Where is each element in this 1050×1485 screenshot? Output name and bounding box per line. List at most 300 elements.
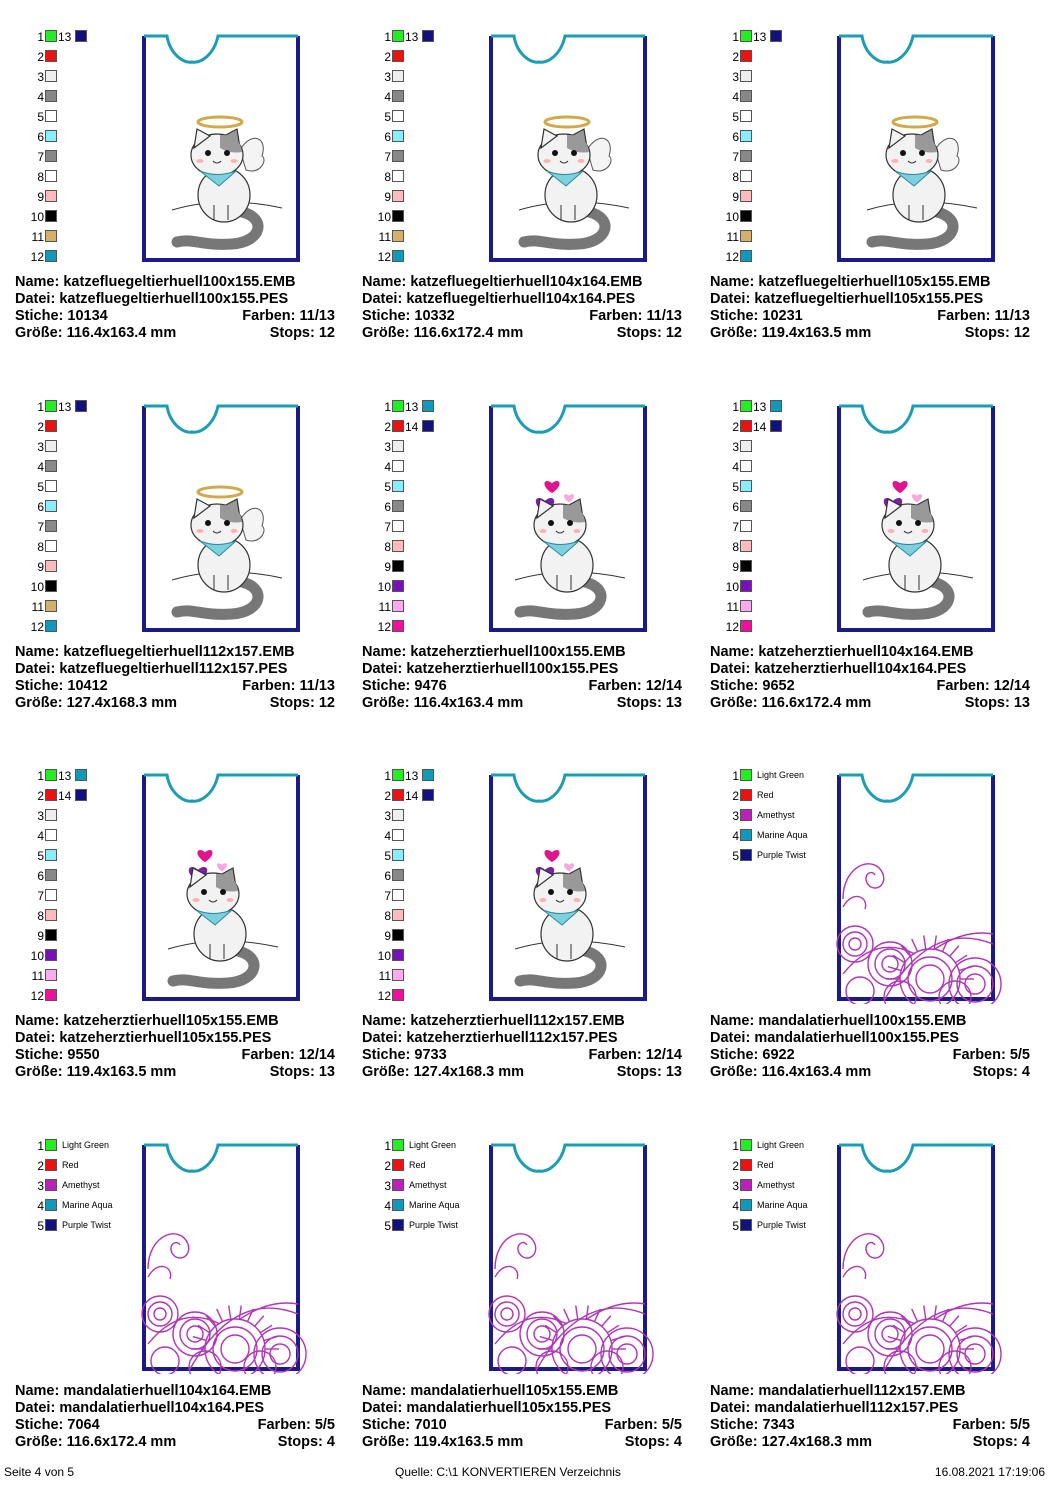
color-swatch	[45, 909, 57, 921]
color-index: 5	[384, 480, 391, 494]
pouch-design-preview	[140, 1139, 310, 1374]
color-index: 12	[30, 989, 44, 1003]
color-swatch	[770, 30, 782, 42]
palette-row	[19, 827, 139, 845]
design-info	[710, 1383, 1030, 1451]
palette-row	[366, 88, 486, 106]
color-index: 12	[30, 250, 44, 264]
color-index: 7	[384, 520, 391, 534]
color-swatch	[392, 769, 404, 781]
color-swatch	[392, 150, 404, 162]
palette-row	[19, 1197, 139, 1215]
color-name: Amethyst	[757, 1180, 795, 1190]
color-index: 6	[37, 130, 44, 144]
color-swatch	[392, 460, 404, 472]
design-info	[15, 1013, 335, 1081]
palette-row	[19, 947, 139, 965]
design-info	[710, 644, 1030, 712]
pouch-preview	[487, 769, 657, 1004]
design-file: Datei: katzefluegeltierhuell105x155.PES	[710, 291, 984, 307]
palette-row	[366, 598, 486, 616]
color-index: 14	[405, 420, 419, 434]
color-swatch	[45, 929, 57, 941]
color-index: 10	[725, 210, 739, 224]
color-swatch	[392, 849, 404, 861]
color-swatch	[740, 1179, 752, 1191]
color-index: 8	[732, 540, 739, 554]
palette-row	[19, 618, 139, 636]
palette-row	[366, 847, 486, 865]
color-index: 9	[37, 190, 44, 204]
color-index: 1	[384, 30, 391, 44]
design-name: Name: katzefluegeltierhuell100x155.EMB	[15, 274, 296, 290]
pouch-preview	[835, 769, 1005, 1004]
palette-row	[19, 148, 139, 166]
size-stops: Größe: 119.4x163.5 mm Stops: 13	[15, 1064, 335, 1080]
stitches-colors: Stiche: 10231 Farben: 11/13	[710, 308, 1030, 324]
palette-row	[714, 1217, 834, 1235]
cat-cheek	[227, 898, 234, 902]
palette-row	[366, 148, 486, 166]
palette-row	[366, 28, 486, 46]
design-card	[710, 30, 1040, 360]
color-name: Amethyst	[757, 810, 795, 820]
color-name: Marine Aqua	[409, 1200, 460, 1210]
color-index: 2	[37, 420, 44, 434]
source-path: Quelle: C:\1 KONVERTIEREN Verzeichnis	[395, 1465, 621, 1479]
design-name: Name: katzeherztierhuell104x164.EMB	[710, 644, 974, 660]
palette-row	[714, 807, 834, 825]
design-file: Datei: mandalatierhuell104x164.PES	[15, 1400, 265, 1416]
palette-row	[366, 1157, 486, 1175]
palette-row	[366, 1197, 486, 1215]
color-index: 2	[384, 789, 391, 803]
color-index: 8	[384, 909, 391, 923]
color-index: 5	[732, 1219, 739, 1233]
color-index: 5	[732, 849, 739, 863]
design-card	[710, 400, 1040, 730]
color-index: 11	[31, 600, 44, 614]
design-card	[362, 400, 692, 730]
color-swatch	[740, 1219, 752, 1231]
color-index: 3	[37, 70, 44, 84]
palette-row	[19, 807, 139, 825]
color-swatch	[45, 560, 57, 572]
size-stops: Größe: 116.4x163.4 mm Stops: 4	[710, 1064, 1030, 1080]
cat-eye-left	[896, 520, 902, 526]
color-index: 4	[37, 1199, 44, 1213]
palette-row	[714, 498, 834, 516]
color-swatch	[45, 210, 57, 222]
color-name: Light Green	[62, 1140, 110, 1150]
palette-row	[19, 498, 139, 516]
color-swatch	[45, 400, 57, 412]
color-swatch	[740, 829, 752, 841]
palette-row	[366, 108, 486, 126]
cat-eye-left	[552, 150, 558, 156]
palette-row	[714, 398, 834, 416]
color-index: 3	[37, 809, 44, 823]
color-index: 1	[37, 30, 44, 44]
color-swatch	[45, 250, 57, 262]
color-swatch	[392, 969, 404, 981]
color-index: 4	[732, 829, 739, 843]
color-swatch	[422, 420, 434, 432]
cat-eye-left	[548, 889, 554, 895]
palette-row	[714, 248, 834, 266]
color-swatch	[45, 50, 57, 62]
color-swatch	[45, 110, 57, 122]
color-swatch	[45, 1219, 57, 1231]
color-index: 4	[37, 829, 44, 843]
palette-row	[19, 248, 139, 266]
design-name: Name: mandalatierhuell112x157.EMB	[710, 1383, 966, 1399]
palette-row	[714, 578, 834, 596]
color-index: 5	[37, 480, 44, 494]
size-stops: Größe: 127.4x168.3 mm Stops: 12	[15, 695, 335, 711]
color-swatch	[740, 440, 752, 452]
design-card	[710, 1139, 1040, 1469]
color-index: 4	[732, 460, 739, 474]
stitches-colors: Stiche: 9476 Farben: 12/14	[362, 678, 682, 694]
palette-row	[19, 1137, 139, 1155]
palette-row	[19, 208, 139, 226]
color-swatch	[392, 929, 404, 941]
color-swatch	[740, 480, 752, 492]
color-swatch	[45, 150, 57, 162]
color-swatch	[45, 580, 57, 592]
color-index: 10	[377, 949, 391, 963]
pouch-design-preview	[140, 769, 310, 1004]
color-swatch	[75, 769, 87, 781]
pouch-preview	[487, 30, 657, 265]
color-swatch	[422, 400, 434, 412]
page-number: Seite 4 von 5	[4, 1465, 75, 1479]
pouch-design-preview	[140, 30, 310, 265]
size-stops: Größe: 127.4x168.3 mm Stops: 4	[710, 1434, 1030, 1450]
color-index: 9	[384, 190, 391, 204]
color-index: 6	[37, 869, 44, 883]
color-swatch	[740, 210, 752, 222]
design-file: Datei: mandalatierhuell112x157.PES	[710, 1400, 959, 1416]
color-index: 12	[377, 620, 391, 634]
color-index: 1	[384, 769, 391, 783]
color-swatch	[740, 460, 752, 472]
palette-row	[366, 927, 486, 945]
palette-row	[19, 478, 139, 496]
color-swatch	[75, 400, 87, 412]
color-index: 11	[378, 230, 391, 244]
color-index: 12	[725, 620, 739, 634]
color-index: 11	[31, 969, 44, 983]
palette-row	[19, 538, 139, 556]
palette-row	[19, 967, 139, 985]
color-index: 3	[37, 440, 44, 454]
color-swatch	[45, 70, 57, 82]
palette-row	[19, 787, 139, 805]
design-info	[15, 644, 335, 712]
palette-row	[366, 887, 486, 905]
color-swatch	[45, 230, 57, 242]
palette-row	[19, 458, 139, 476]
design-card	[362, 769, 692, 1099]
color-swatch	[392, 949, 404, 961]
color-index: 2	[384, 1159, 391, 1173]
design-name: Name: katzeherztierhuell112x157.EMB	[362, 1013, 625, 1029]
size-stops: Größe: 116.4x163.4 mm Stops: 13	[362, 695, 682, 711]
color-swatch	[740, 90, 752, 102]
palette-row	[19, 398, 139, 416]
color-index: 6	[384, 500, 391, 514]
color-index: 3	[384, 70, 391, 84]
palette-row	[714, 518, 834, 536]
color-index: 8	[732, 170, 739, 184]
color-swatch	[392, 440, 404, 452]
palette-row	[366, 418, 486, 436]
size-stops: Größe: 116.4x163.4 mm Stops: 12	[15, 325, 335, 341]
color-swatch	[45, 90, 57, 102]
cat-cheek	[574, 898, 581, 902]
color-swatch	[45, 420, 57, 432]
pouch-design-preview	[487, 1139, 657, 1374]
palette-row	[714, 1157, 834, 1175]
color-index: 7	[732, 150, 739, 164]
palette-row	[19, 418, 139, 436]
color-index: 2	[37, 50, 44, 64]
palette-row	[366, 967, 486, 985]
color-swatch	[392, 50, 404, 62]
color-swatch	[392, 30, 404, 42]
cat-eye-right	[567, 520, 573, 526]
palette-row	[366, 907, 486, 925]
color-swatch	[392, 110, 404, 122]
color-name: Amethyst	[62, 1180, 100, 1190]
palette-row	[366, 458, 486, 476]
design-card	[15, 30, 345, 360]
color-swatch	[392, 869, 404, 881]
color-index: 2	[732, 1159, 739, 1173]
palette-row	[366, 1137, 486, 1155]
palette-row	[714, 128, 834, 146]
palette-row	[366, 128, 486, 146]
color-index: 1	[37, 1139, 44, 1153]
pouch-preview	[140, 769, 310, 1004]
design-card	[15, 769, 345, 1099]
design-file: Datei: mandalatierhuell100x155.PES	[710, 1030, 960, 1046]
color-index: 2	[384, 50, 391, 64]
color-index: 5	[384, 1219, 391, 1233]
color-swatch	[45, 1139, 57, 1151]
color-swatch	[392, 560, 404, 572]
color-swatch	[45, 600, 57, 612]
cat-eye-right	[571, 150, 577, 156]
palette-row	[366, 248, 486, 266]
color-swatch	[45, 949, 57, 961]
pouch-design-preview	[487, 400, 657, 635]
color-index: 11	[378, 969, 391, 983]
color-index: 10	[377, 580, 391, 594]
palette-row	[19, 987, 139, 1005]
color-swatch	[740, 130, 752, 142]
color-index: 2	[732, 50, 739, 64]
cat-cheek	[193, 898, 200, 902]
color-name: Red	[409, 1160, 426, 1170]
color-swatch	[740, 789, 752, 801]
color-index: 4	[732, 90, 739, 104]
color-swatch	[392, 70, 404, 82]
color-index: 4	[37, 90, 44, 104]
color-swatch	[392, 170, 404, 182]
color-swatch	[45, 190, 57, 202]
color-swatch	[392, 480, 404, 492]
color-swatch	[45, 500, 57, 512]
color-swatch	[770, 420, 782, 432]
color-index: 6	[732, 130, 739, 144]
color-swatch	[392, 1199, 404, 1211]
palette-row	[366, 827, 486, 845]
palette-row	[366, 68, 486, 86]
design-file: Datei: katzeherztierhuell112x157.PES	[362, 1030, 618, 1046]
color-swatch	[45, 520, 57, 532]
color-swatch	[45, 170, 57, 182]
palette-row	[366, 478, 486, 496]
color-swatch	[392, 500, 404, 512]
color-swatch	[740, 110, 752, 122]
color-index: 10	[725, 580, 739, 594]
stitches-colors: Stiche: 10412 Farben: 11/13	[15, 678, 335, 694]
cat-cheek	[888, 529, 895, 533]
palette-row	[714, 827, 834, 845]
design-file: Datei: katzefluegeltierhuell104x164.PES	[362, 291, 636, 307]
design-card	[710, 769, 1040, 1099]
palette-row	[714, 598, 834, 616]
color-index: 9	[37, 929, 44, 943]
color-swatch	[392, 420, 404, 432]
palette-row	[366, 987, 486, 1005]
cat-cheek	[197, 159, 204, 163]
palette-row	[714, 148, 834, 166]
color-name: Marine Aqua	[757, 1200, 808, 1210]
cat-eye-left	[548, 520, 554, 526]
color-swatch	[392, 230, 404, 242]
palette-row	[714, 767, 834, 785]
palette-row	[19, 128, 139, 146]
palette-row	[714, 68, 834, 86]
palette-row	[19, 867, 139, 885]
design-card	[15, 400, 345, 730]
color-index: 9	[384, 929, 391, 943]
color-index: 9	[37, 560, 44, 574]
color-swatch	[45, 849, 57, 861]
color-index: 13	[405, 400, 419, 414]
palette-row	[19, 108, 139, 126]
color-swatch	[740, 420, 752, 432]
color-swatch	[770, 400, 782, 412]
cat-cheek	[574, 529, 581, 533]
pouch-preview	[140, 1139, 310, 1374]
design-info	[362, 274, 682, 342]
design-file: Datei: katzefluegeltierhuell112x157.PES	[15, 661, 288, 677]
palette-row	[714, 1177, 834, 1195]
cat-eye-right	[220, 889, 226, 895]
palette-row	[366, 538, 486, 556]
color-name: Marine Aqua	[62, 1200, 113, 1210]
palette-row	[366, 947, 486, 965]
color-index: 11	[726, 230, 739, 244]
pouch-design-preview	[140, 400, 310, 635]
color-index: 6	[732, 500, 739, 514]
color-index: 7	[37, 150, 44, 164]
color-index: 6	[37, 500, 44, 514]
color-swatch	[740, 520, 752, 532]
design-info	[15, 274, 335, 342]
color-index: 4	[37, 460, 44, 474]
color-index: 6	[384, 130, 391, 144]
pouch-design-preview	[835, 400, 1005, 635]
design-card	[362, 1139, 692, 1469]
palette-row	[714, 538, 834, 556]
color-index: 12	[30, 620, 44, 634]
color-index: 3	[384, 1179, 391, 1193]
color-swatch	[45, 829, 57, 841]
palette-row	[19, 88, 139, 106]
color-swatch	[740, 1159, 752, 1171]
color-index: 8	[37, 170, 44, 184]
palette-row	[366, 518, 486, 536]
color-swatch	[422, 789, 434, 801]
color-swatch	[422, 769, 434, 781]
color-swatch	[45, 480, 57, 492]
color-index: 11	[726, 600, 739, 614]
color-index: 4	[384, 460, 391, 474]
design-info	[15, 1383, 335, 1451]
color-swatch	[392, 400, 404, 412]
color-swatch	[740, 500, 752, 512]
color-swatch	[45, 30, 57, 42]
color-swatch	[740, 150, 752, 162]
color-index: 10	[30, 210, 44, 224]
color-index: 3	[37, 1179, 44, 1193]
design-info	[362, 644, 682, 712]
color-name: Purple Twist	[409, 1220, 458, 1230]
palette-row	[19, 438, 139, 456]
color-index: 11	[378, 600, 391, 614]
palette-row	[714, 168, 834, 186]
pouch-preview	[835, 1139, 1005, 1374]
palette-row	[19, 518, 139, 536]
cat-eye-left	[205, 520, 211, 526]
stitches-colors: Stiche: 10332 Farben: 11/13	[362, 308, 682, 324]
palette-row	[714, 1137, 834, 1155]
color-swatch	[740, 1199, 752, 1211]
color-swatch	[392, 90, 404, 102]
color-index: 1	[37, 769, 44, 783]
color-index: 12	[377, 250, 391, 264]
palette-row	[366, 1177, 486, 1195]
size-stops: Größe: 116.6x172.4 mm Stops: 12	[362, 325, 682, 341]
color-index: 4	[384, 1199, 391, 1213]
design-name: Name: mandalatierhuell100x155.EMB	[710, 1013, 967, 1029]
color-index: 3	[384, 809, 391, 823]
palette-row	[19, 228, 139, 246]
pouch-design-preview	[487, 769, 657, 1004]
color-swatch	[740, 1139, 752, 1151]
size-stops: Größe: 119.4x163.5 mm Stops: 12	[710, 325, 1030, 341]
pouch-design-preview	[835, 769, 1005, 1004]
palette-row	[19, 188, 139, 206]
palette-row	[19, 558, 139, 576]
size-stops: Größe: 116.6x172.4 mm Stops: 13	[710, 695, 1030, 711]
